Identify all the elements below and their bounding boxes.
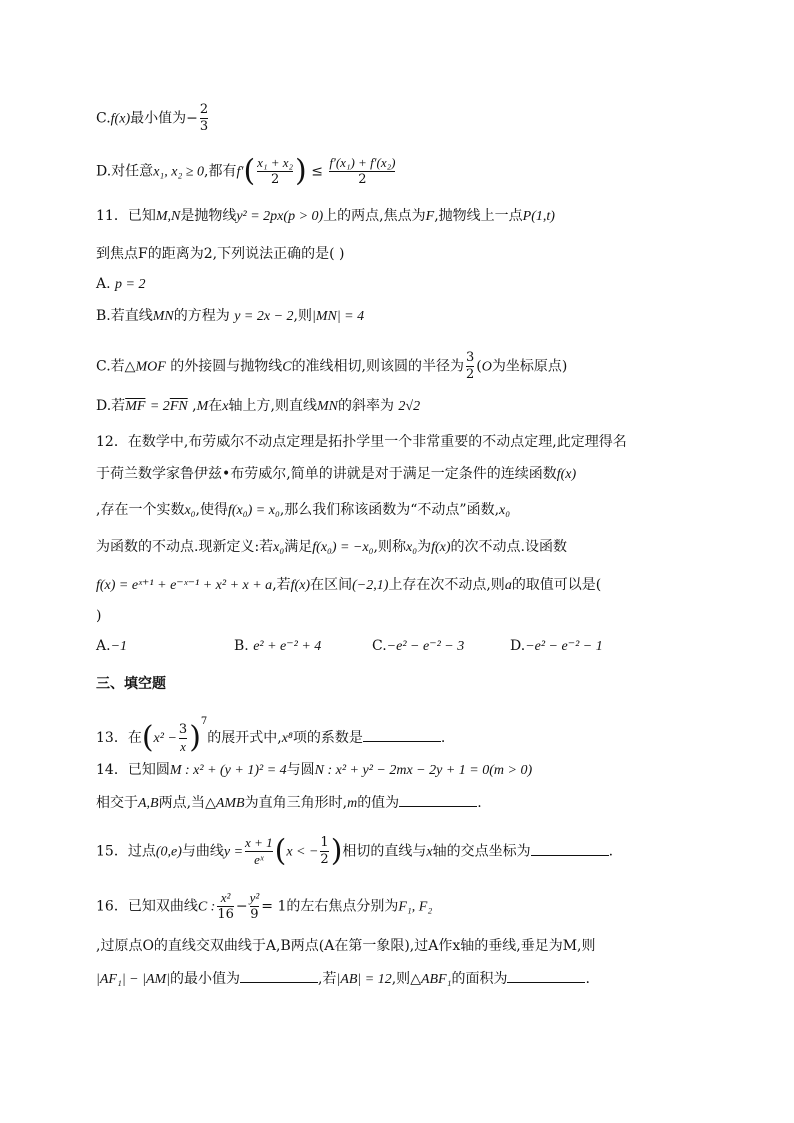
section-title-fill-in-blank: 三、填空题	[96, 676, 166, 692]
q11-option-c: C.若△MOF 的外接圆与抛物线C的准线相切,则该圆的半径为 $\frac{3}{2}$ (O为坐标原点)	[96, 350, 568, 382]
q13-answer-blank[interactable]	[363, 727, 441, 742]
q11-option-a: A. p = 2	[96, 276, 146, 292]
q15: 15．过点(0,e)与曲线y = $\frac{x + 1}{\text{eˣ}}$ (x < − $\frac{1}{2}$ )相切的直线与x轴的交点坐标为 .	[96, 833, 614, 869]
q10-c-fraction: $\frac{2}{3}$	[199, 102, 209, 134]
q16-frac-y: $\frac{\text{y²}}{9}$	[249, 890, 260, 922]
vector-fn: $\overline{FN}$	[169, 399, 188, 414]
q12-option-b: B. e² + e⁻² + 4	[234, 638, 322, 654]
q10-c-func: f(x)	[110, 111, 131, 127]
q16-answer-blank-1[interactable]	[240, 968, 318, 983]
vector-mf: $\overline{MF}$	[125, 399, 146, 414]
q11-c-fraction: $\frac{3}{2}$	[466, 350, 475, 382]
q11-option-d: D.若$\overline{MF} = 2\overline{FN}$ ,M在x轴上方,则直线MN的斜率为 2√2	[96, 398, 421, 414]
q11-option-b: B.若直线MN的方程为 y = 2x − 2,则|MN| = 4	[96, 308, 365, 324]
q15-condition-fraction: $\frac{1}{2}$	[320, 835, 329, 867]
q15-answer-blank[interactable]	[531, 841, 609, 856]
q10-option-c: C.f(x)最小值为− $\frac{2}{3}$	[96, 102, 209, 134]
q13: 13．在(x² − $\frac{3}{x}$ )$^7$的展开式中,x⁸项的系数是 .	[96, 716, 446, 755]
q11-stem-line1: 11．已知M,N是抛物线y² = 2px(p > 0)上的两点,焦点为F,抛物线上一点P(1,t)	[96, 208, 555, 224]
q12-option-d: D.−e² − e⁻² − 1	[510, 638, 603, 654]
q15-curve-fraction: $\frac{x + 1}{\text{eˣ}}$	[245, 835, 273, 867]
q16-line3: |AF₁| − |AM|的最小值为 ,若|AB| = 12,则△ABF₁的面积为 .	[96, 968, 590, 990]
q14-line2: 相交于A,B两点,当△AMB为直角三角形时,m的值为 .	[96, 792, 482, 814]
q16-line1: 16．已知双曲线C : $\frac{\text{x²}}{16}$ − $\frac{\text{y²}}{9}$ = 1的左右焦点分别为F₁, F₂	[96, 890, 433, 922]
q12-stem-line5: f(x) = eˣ⁺¹ + e⁻ˣ⁻¹ + x² + x + a,若f(x)在区间(−2,1)上存在次不动点,则a的取值可以是(	[96, 577, 602, 593]
q12-stem-line1: 12．在数学中,布劳威尔不动点定理是拓扑学里一个非常重要的不动点定理,此定理得名	[96, 434, 627, 450]
q14-answer-blank[interactable]	[399, 792, 477, 807]
q12-stem-line6: )	[96, 608, 102, 624]
q12-stem-line4: 为函数的不动点.现新定义:若x₀满足f(x₀) = −x₀,则称x₀为f(x)的次不动点.设函数	[96, 539, 567, 555]
q10-d-rhs-fraction: $\frac{\text{f′(x₁) + f′(x₂)}}{2}$	[329, 155, 396, 187]
q16-line2: ,过原点O的直线交双曲线于A,B两点(A在第一象限),过A作x轴的垂线,垂足为M,则	[96, 938, 596, 954]
q12-stem-line2: 于荷兰数学家鲁伊兹•布劳威尔,简单的讲就是对于满足一定条件的连续函数f(x)	[96, 466, 577, 482]
q12-option-a: A.−1	[96, 638, 128, 654]
q10-d-lhs-fraction: $\frac{\text{x₁ + x₂}}{2}$	[257, 155, 294, 187]
q14-line1: 14．已知圆M : x² + (y + 1)² = 4与圆N : x² + y² − 2mx − 2y + 1 = 0(m > 0)	[96, 762, 533, 778]
q16-answer-blank-2[interactable]	[507, 968, 585, 983]
q10-option-d: D.对任意x₁, x₂ ≥ 0,都有f′( $\frac{\text{x₁ + x₂}}{2}$ ) ≤ $\frac{\text{f′(x₁) + f′(x₂)}}{2}$	[96, 153, 396, 189]
q12-option-c: C.−e² − e⁻² − 3	[372, 638, 465, 654]
q11-stem-line2: 到焦点F的距离为2,下列说法正确的是( )	[96, 246, 345, 262]
q13-fraction: $\frac{3}{x}$	[178, 721, 188, 754]
q16-frac-x: $\frac{\text{x²}}{16}$	[217, 890, 234, 922]
q12-stem-line3: ,存在一个实数x₀,使得f(x₀) = x₀,那么我们称该函数为“不动点”函数,x₀	[96, 502, 511, 518]
